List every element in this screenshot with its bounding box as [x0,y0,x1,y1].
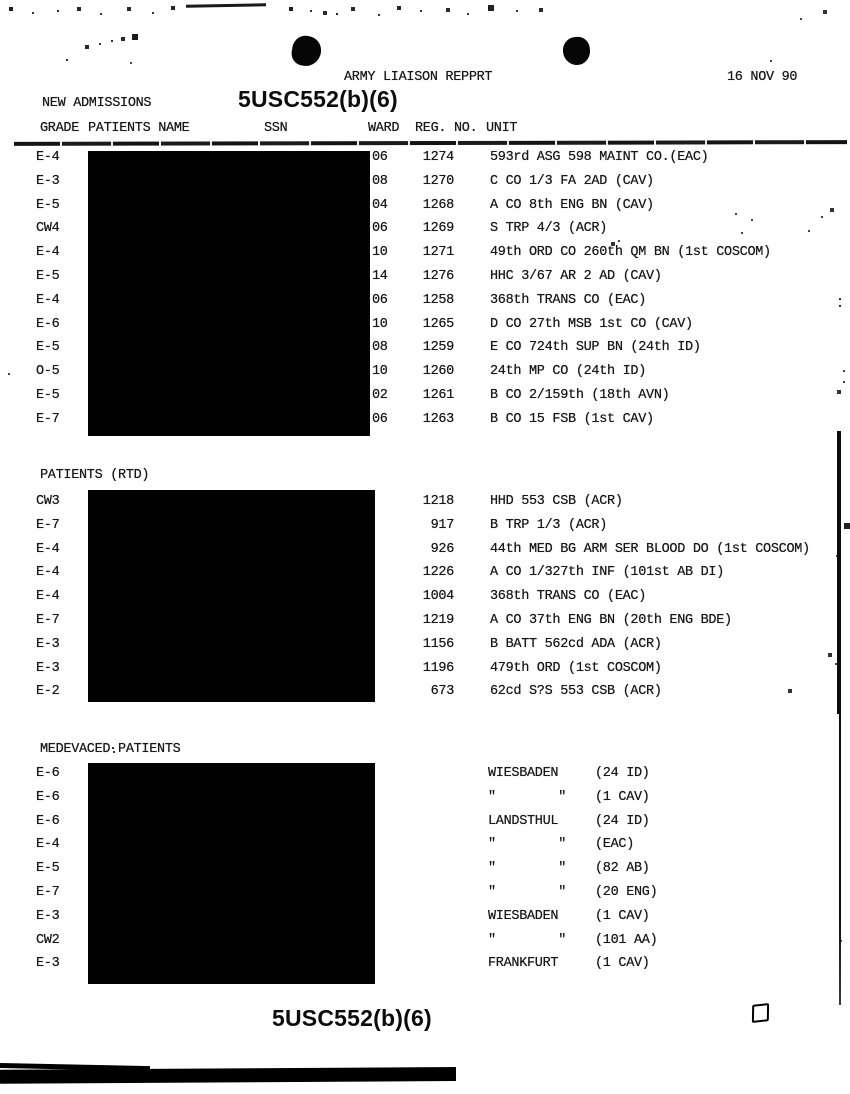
reg-no-cell: 1226 [422,565,454,581]
grade-cell: E-4 [36,541,60,557]
report-title: ARMY LIAISON REPPRT [344,70,493,85]
column-header-patients-name: PATIENTS NAME [88,121,190,136]
table-row [0,909,850,933]
ward-cell: 10 [372,364,388,380]
grade-cell: E-4 [36,292,60,308]
reg-no-cell: 1263 [422,411,454,427]
table-row [0,388,850,412]
new-admissions-rows [0,150,850,436]
destination-cell: FRANKFURT [488,956,559,972]
table-row [0,269,850,293]
table-row [0,364,850,388]
table-row [0,174,850,198]
table-row [0,565,850,589]
grade-cell: O-5 [36,364,60,380]
reg-no-cell: 1156 [422,636,454,652]
grade-cell: E-7 [36,517,60,533]
grade-cell: E-6 [36,789,60,805]
reg-no-cell: 926 [430,541,454,557]
grade-cell: E-4 [36,589,60,605]
ward-cell: 06 [372,150,388,165]
unit-cell: 368th TRANS CO (EAC) [490,292,647,308]
destination-cell: LANDSTHUL [488,813,559,829]
unit-cell: 593rd ASG 598 MAINT CO.(EAC) [490,150,709,165]
grade-cell: E-3 [36,956,60,972]
table-row [0,412,850,436]
column-header-unit: UNIT [486,121,518,136]
unit-cell: 368th TRANS CO (EAC) [490,589,647,605]
unit-cell: S TRP 4/3 (ACR) [490,221,608,237]
column-header-ssn: SSN [264,121,288,136]
scan-edge-line-upper [837,431,841,714]
table-row [0,766,850,790]
grade-cell: E-4 [36,565,60,581]
unit-cell: A CO 8th ENG BN (CAV) [490,197,654,213]
ward-cell: 06 [372,292,388,308]
unit-cell: E CO 724th SUP BN (24th ID) [490,340,701,356]
reg-no-cell: 1270 [422,173,454,189]
redaction-stamp-bottom: 5USC552(b)(6) [272,1005,432,1031]
grade-cell: E-5 [36,387,60,403]
ward-cell: 02 [372,387,388,403]
column-header-reg-no: REG. NO. [415,121,478,136]
grade-cell: E-4 [36,837,60,853]
unit-cell: 62cd S?S 553 CSB (ACR) [490,684,662,700]
section-heading-patients-rtd: PATIENTS (RTD) [40,468,150,483]
bottom-black-bar [0,1067,456,1084]
unit-cell: (24 ID) [595,813,650,829]
unit-cell: 44th MED BG ARM SER BLOOD DO (1st COSCOM) [490,541,810,557]
reg-no-cell: 1260 [422,364,454,380]
table-row [0,790,850,814]
unit-cell: (1 CAV) [595,908,650,924]
medevaced-patients-rows [0,766,850,980]
destination-cell: WIESBADEN [488,908,559,924]
table-row [0,956,850,980]
unit-cell: C CO 1/3 FA 2AD (CAV) [490,173,654,189]
ward-cell: 06 [372,411,388,427]
table-row [0,340,850,364]
unit-cell: (1 CAV) [595,789,650,805]
grade-cell: E-5 [36,861,60,877]
hole-punch-mark-right [562,36,592,67]
unit-cell: 479th ORD (1st COSCOM) [490,660,662,676]
table-row [0,150,850,174]
reg-no-cell: 1265 [422,316,454,332]
scan-edge-line-lower [839,713,841,1005]
unit-cell: (EAC) [595,837,635,853]
hole-punch-mark-left [290,34,323,68]
reg-no-cell: 1218 [422,494,454,509]
grade-cell: E-6 [36,813,60,829]
table-row [0,661,850,685]
table-row [0,637,850,661]
unit-cell: HHD 553 CSB (ACR) [490,494,623,509]
grade-cell: E-4 [36,245,60,261]
grade-cell: CW3 [36,494,60,509]
table-row [0,518,850,542]
destination-cell: WIESBADEN [488,766,559,781]
table-row [0,293,850,317]
unit-cell: B CO 15 FSB (1st CAV) [490,411,654,427]
reg-no-cell: 1269 [422,221,454,237]
table-row [0,589,850,613]
scan-noise-specks [0,0,2,2]
grade-cell: E-3 [36,908,60,924]
unit-cell: B CO 2/159th (18th AVN) [490,387,670,403]
unit-cell: (82 AB) [595,861,650,877]
reg-no-cell: 1219 [422,612,454,628]
unit-cell: (24 ID) [595,766,650,781]
reg-no-cell: 1004 [422,589,454,605]
reg-no-cell: 1274 [422,150,454,165]
destination-cell: " " [488,884,567,900]
header-rule [14,140,847,145]
grade-cell: CW2 [36,932,60,948]
destination-cell: " " [488,789,567,805]
table-row [0,317,850,341]
table-row [0,684,850,708]
unit-cell: A CO 37th ENG BN (20th ENG BDE) [490,612,732,628]
grade-cell: E-7 [36,884,60,900]
patients-rtd-rows [0,494,850,708]
destination-cell: " " [488,932,567,948]
ward-cell: 10 [372,245,388,261]
unit-cell: 49th ORD CO 260th QM BN (1st COSCOM) [490,245,771,261]
unit-cell: B TRP 1/3 (ACR) [490,517,608,533]
unit-cell: 24th MP CO (24th ID) [490,364,647,380]
ward-cell: 04 [372,197,388,213]
ward-cell: 08 [372,340,388,356]
grade-cell: E-3 [36,660,60,676]
table-row [0,245,850,269]
grade-cell: E-5 [36,268,60,284]
grade-cell: E-4 [36,150,60,165]
grade-cell: E-2 [36,684,60,700]
ward-cell: 06 [372,221,388,237]
redaction-stamp-top: 5USC552(b)(6) [238,86,398,112]
section-heading-new-admissions: NEW ADMISSIONS [42,96,152,111]
reg-no-cell: 1271 [422,245,454,261]
grade-cell: E-3 [36,636,60,652]
grade-cell: E-6 [36,766,60,781]
destination-cell: " " [488,837,567,853]
table-row [0,613,850,637]
table-row [0,494,850,518]
reg-no-cell: 917 [430,517,454,533]
table-row [0,885,850,909]
unit-cell: (101 AA) [595,932,658,948]
ward-cell: 14 [372,268,388,284]
reg-no-cell: 1261 [422,387,454,403]
table-row [0,542,850,566]
reg-no-cell: 1268 [422,197,454,213]
table-row [0,814,850,838]
destination-cell: " " [488,861,567,877]
reg-no-cell: 1196 [422,660,454,676]
ward-cell: 10 [372,316,388,332]
grade-cell: E-5 [36,197,60,213]
grade-cell: E-5 [36,340,60,356]
unit-cell: D CO 27th MSB 1st CO (CAV) [490,316,693,332]
grade-cell: E-7 [36,411,60,427]
section-heading-medevaced-patients: MEDEVACED PATIENTS [40,742,181,757]
grade-cell: E-7 [36,612,60,628]
table-row [0,221,850,245]
grade-cell: E-3 [36,173,60,189]
unit-cell: HHC 3/67 AR 2 AD (CAV) [490,268,662,284]
grade-cell: CW4 [36,221,60,237]
reg-no-cell: 673 [430,684,454,700]
report-date: 16 NOV 90 [727,70,798,85]
unit-cell: (1 CAV) [595,956,650,972]
reg-no-cell: 1259 [422,340,454,356]
table-row [0,837,850,861]
scan-noise-dash [186,3,266,7]
ward-cell: 08 [372,173,388,189]
unit-cell: (20 ENG) [595,884,658,900]
grade-cell: E-6 [36,316,60,332]
unit-cell: A CO 1/327th INF (101st AB DI) [490,565,725,581]
table-row [0,198,850,222]
reg-no-cell: 1258 [422,292,454,308]
table-row [0,861,850,885]
table-row [0,933,850,957]
column-header-grade: GRADE [40,121,80,136]
column-header-ward: WARD [368,121,400,136]
checkbox-mark [752,1003,769,1023]
reg-no-cell: 1276 [422,268,454,284]
unit-cell: B BATT 562cd ADA (ACR) [490,636,662,652]
